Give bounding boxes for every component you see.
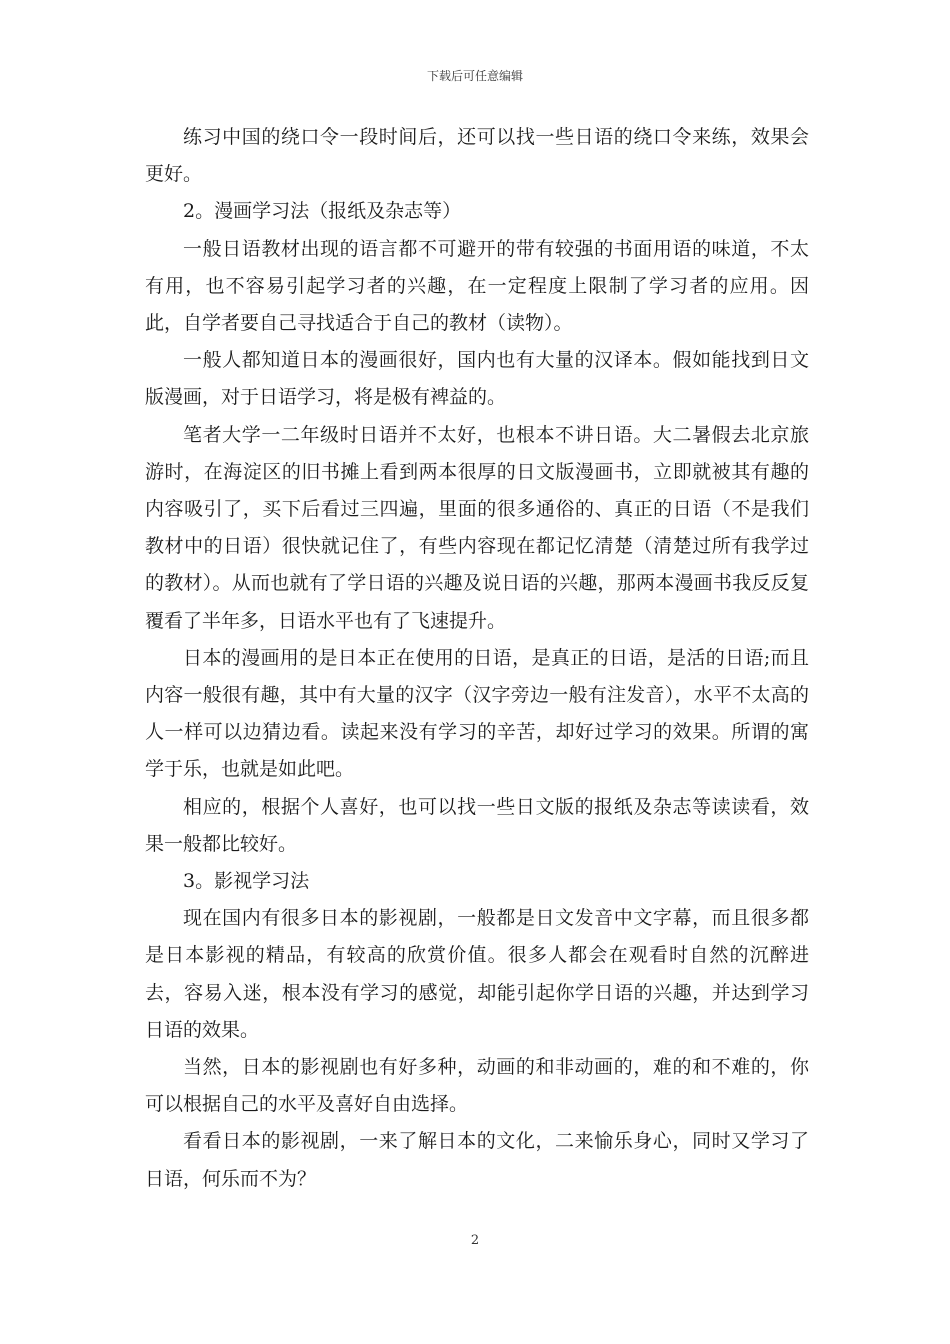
paragraph-film-intro: 现在国内有很多日本的影视剧，一般都是日文发音中文字幕，而且很多都是日本影视的精品，有较高的欣赏价值。很多人都会在观看时自然的沉醉进去，容易入迷，根本没有学习的感觉，却能引起你学日语的兴趣，并达到学习日语的效果。	[145, 907, 809, 1041]
paragraph-manga-benefits: 日本的漫画用的是日本正在使用的日语，是真正的日语，是活的日语;而且内容一般很有趣，其中有大量的汉字（汉字旁边一般有注发音），水平不太高的人一样可以边猜边看。读起来没有学习的辛苦，却好过学习的效果。所谓的寓学于乐，也就是如此吧。	[145, 646, 809, 781]
page-header: 下载后可任意编辑	[426, 69, 523, 83]
paragraph-textbooks: 一般日语教材出现的语言都不可避开的带有较强的书面用语的味道，不太有用，也不容易引起学习者的兴趣，在一定程度上限制了学习者的应用。因此，自学者要自己寻找适合于自己的教材（读物）。	[145, 237, 809, 335]
paragraph-tongue-twister: 练习中国的绕口令一段时间后，还可以找一些日语的绕口令来练，效果会更好。	[145, 126, 809, 186]
paragraph-film-conclusion: 看看日本的影视剧，一来了解日本的文化，二来愉乐身心，同时又学习了日语，何乐而不为？	[145, 1130, 809, 1190]
page-number: 2	[470, 1233, 480, 1248]
paragraph-author-story: 笔者大学一二年级时日语并不太好，也根本不讲日语。大二暑假去北京旅游时，在海淀区的旧书摊上看到两本很厚的日文版漫画书，立即就被其有趣的内容吸引了，买下后看过三四遍，里面的很多通俗的、真正的日语（不是我们教材中的日语）很快就记住了，有些内容现在都记忆清楚（清楚过所有我学过的教材）。从而也就有了学日语的兴趣及说日语的兴趣，那两本漫画书我反反复覆看了半年多，日语水平也有了飞速提升。	[145, 423, 809, 632]
paragraph-film-choice: 当然，日本的影视剧也有好多种，动画的和非动画的，难的和不难的，你可以根据自己的水平及喜好自由选择。	[145, 1056, 809, 1116]
document-body	[145, 119, 809, 1198]
section-heading-manga: 2。漫画学习法（报纸及杂志等）	[183, 200, 462, 223]
paragraph-manga-intro: 一般人都知道日本的漫画很好，国内也有大量的汉译本。假如能找到日文版漫画，对于日语学习，将是极有裨益的。	[145, 349, 809, 409]
paragraph-newspapers: 相应的，根据个人喜好，也可以找一些日文版的报纸及杂志等读读看，效果一般都比较好。	[145, 795, 809, 855]
section-heading-film: 3。影视学习法	[183, 870, 310, 893]
